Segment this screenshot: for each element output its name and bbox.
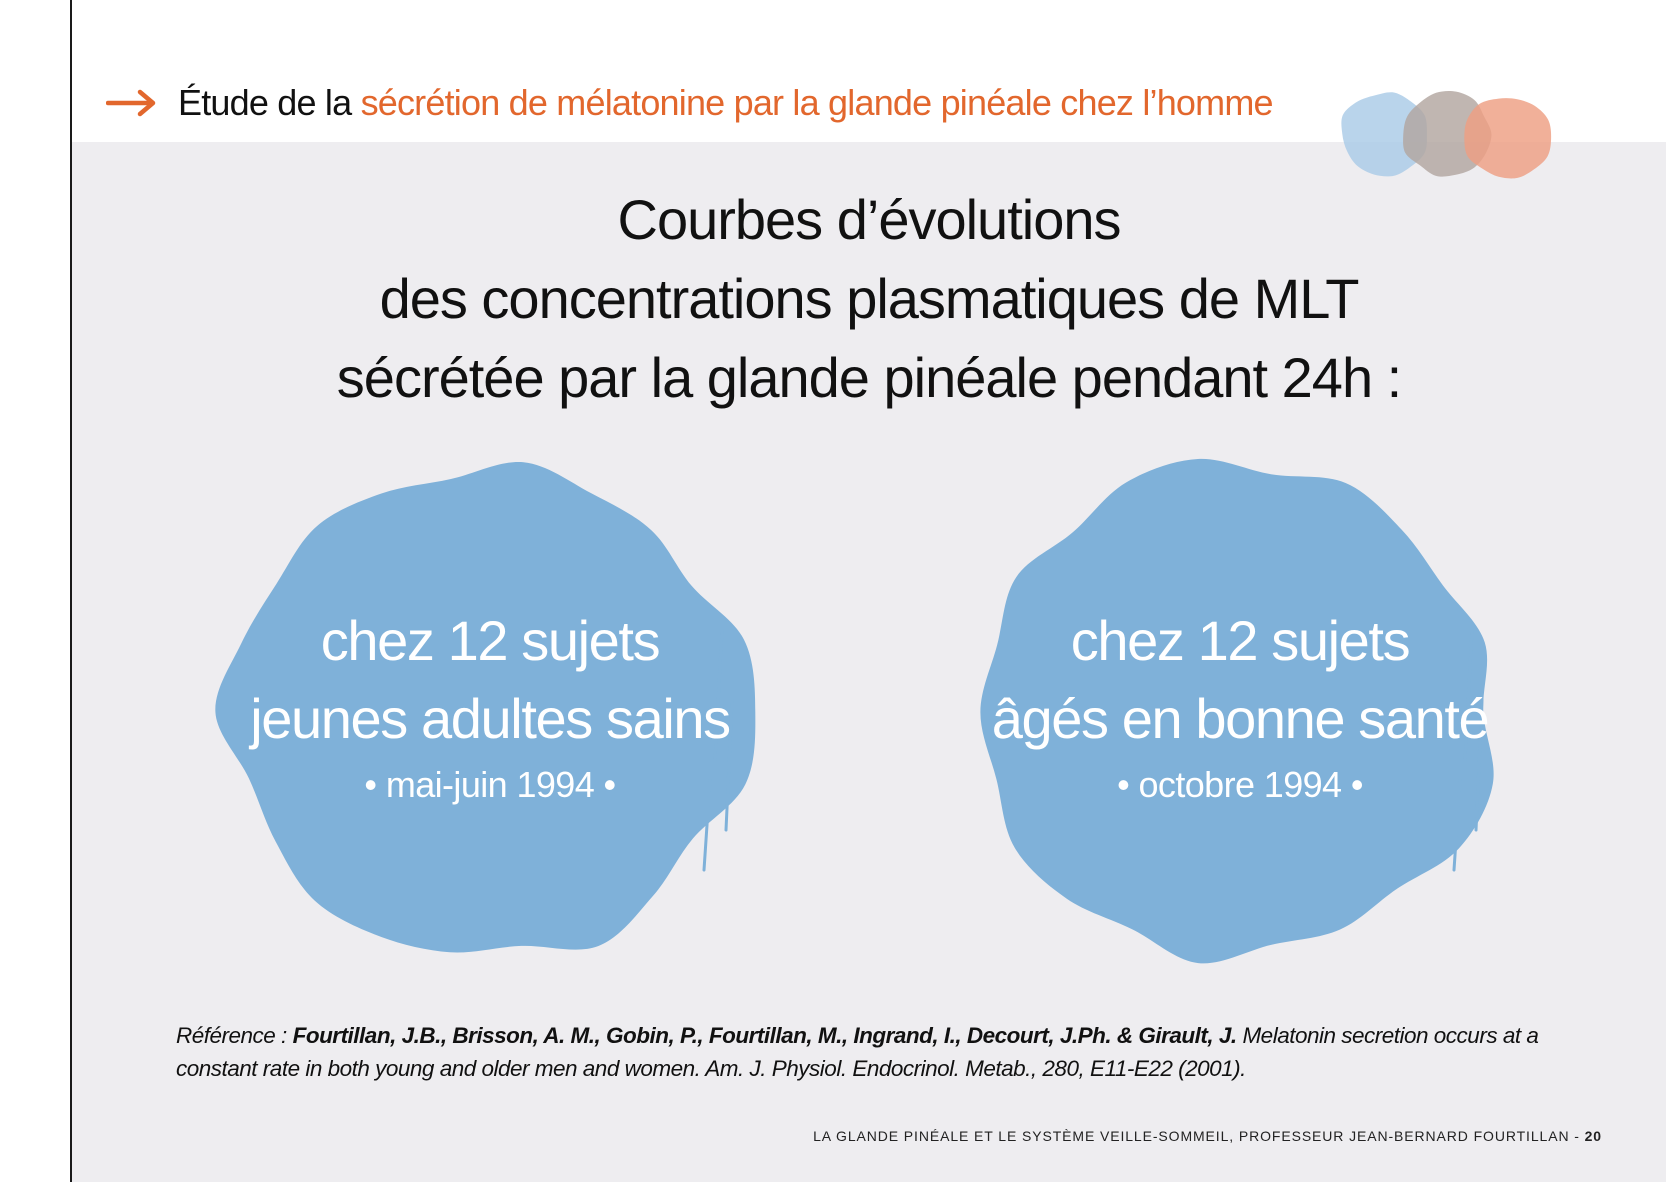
title-line-1: Courbes d’évolutions [617,188,1121,251]
young-adults-blob [210,440,770,980]
header-prefix: Étude de la [178,82,352,123]
header-highlight: sécrétion de mélatonine par la glande pinéale chez l’homme [360,82,1273,123]
group-date: • octobre 1994 • [1117,764,1363,805]
reference-citation [176,1019,1586,1085]
page-footer [813,1128,1602,1144]
page-title [72,180,1666,417]
title-line-2: des concentrations plasmatiques de MLT [379,267,1359,330]
group-count: chez 12 sujets [320,609,660,672]
reference-authors: Fourtillan, J.B., Brisson, A. M., Gobin, P., Fourtillan, M., Ingrand, I., Decourt, J.Ph. & Girault, J. [292,1023,1237,1048]
page-number: 20 [1584,1128,1602,1144]
footer-text: LA GLANDE PINÉALE ET LE SYSTÈME VEILLE-SOMMEIL, PROFESSEUR JEAN-BERNARD FOURTILLAN - [813,1128,1585,1144]
group-description: jeunes adultes sains [250,687,730,750]
right-arrow-icon [106,88,158,118]
reference-label: Référence : [176,1023,293,1048]
elderly-blob [960,440,1520,980]
group-date: • mai-juin 1994 • [364,764,616,805]
title-line-3: sécrétée par la glande pinéale pendant 24h : [336,346,1402,409]
section-header [106,78,1273,128]
group-count: chez 12 sujets [1070,609,1410,672]
reference-text: Melatonin secretion occurs at a constant rate in both young and older men and women. Am. J. Physiol. Endocrinol. Metab., 280, E11-E22 (2001). [176,1023,1539,1081]
group-description: âgés en bonne santé [991,687,1489,750]
